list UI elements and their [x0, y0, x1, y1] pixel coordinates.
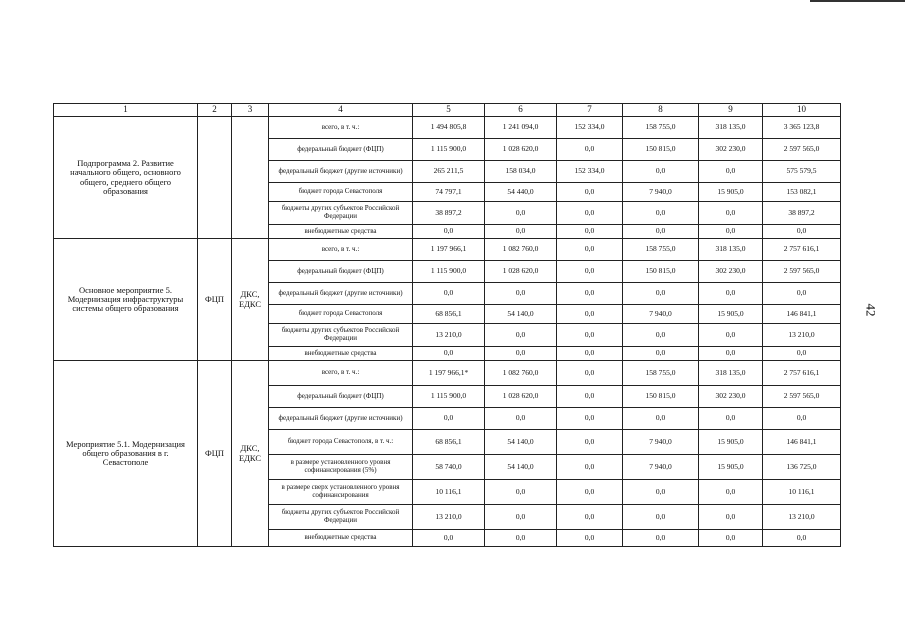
- amount-cell: 54 140,0: [485, 305, 557, 324]
- amount-cell: 0,0: [485, 225, 557, 239]
- amount-cell: 7 940,0: [623, 183, 699, 202]
- amount-cell: 13 210,0: [413, 324, 485, 347]
- amount-cell: 0,0: [485, 505, 557, 530]
- amount-cell: 1 028 620,0: [485, 139, 557, 161]
- amount-cell: 1 197 966,1: [413, 239, 485, 261]
- amount-cell: 13 210,0: [763, 505, 841, 530]
- amount-cell: 158 755,0: [623, 239, 699, 261]
- amount-cell: 3 365 123,8: [763, 117, 841, 139]
- amount-cell: 0,0: [763, 530, 841, 547]
- column-header: 7: [557, 104, 623, 117]
- amount-cell: 0,0: [557, 324, 623, 347]
- column-header: 5: [413, 104, 485, 117]
- column-header: 3: [232, 104, 269, 117]
- amount-cell: 74 797,1: [413, 183, 485, 202]
- budget-table: [53, 103, 841, 547]
- column-header: 6: [485, 104, 557, 117]
- amount-cell: 318 135,0: [699, 361, 763, 386]
- amount-cell: 0,0: [623, 324, 699, 347]
- funding-source-cell: бюджет города Севастополя: [269, 305, 413, 324]
- amount-cell: 150 815,0: [623, 261, 699, 283]
- amount-cell: 0,0: [413, 347, 485, 361]
- program-cell: ФЦП: [198, 361, 232, 547]
- amount-cell: 2 597 565,0: [763, 261, 841, 283]
- amount-cell: 10 116,1: [413, 480, 485, 505]
- amount-cell: 1 115 900,0: [413, 139, 485, 161]
- amount-cell: 318 135,0: [699, 117, 763, 139]
- amount-cell: 0,0: [557, 283, 623, 305]
- amount-cell: 158 755,0: [623, 117, 699, 139]
- funding-source-cell: бюджет города Севастополя, в т. ч.:: [269, 430, 413, 455]
- amount-cell: 0,0: [557, 139, 623, 161]
- column-header: 4: [269, 104, 413, 117]
- program-cell: ФЦП: [198, 239, 232, 361]
- amount-cell: 15 905,0: [699, 183, 763, 202]
- amount-cell: 150 815,0: [623, 386, 699, 408]
- amount-cell: 7 940,0: [623, 430, 699, 455]
- amount-cell: 0,0: [557, 225, 623, 239]
- table-row: [54, 361, 841, 386]
- amount-cell: 0,0: [557, 239, 623, 261]
- amount-cell: 146 841,1: [763, 430, 841, 455]
- amount-cell: 1 115 900,0: [413, 261, 485, 283]
- column-header: 1: [54, 104, 198, 117]
- amount-cell: 265 211,5: [413, 161, 485, 183]
- executor-cell: [232, 117, 269, 239]
- amount-cell: 0,0: [699, 480, 763, 505]
- amount-cell: 302 230,0: [699, 139, 763, 161]
- funding-source-cell: бюджеты других субъектов Российской Федерации: [269, 505, 413, 530]
- amount-cell: 0,0: [557, 505, 623, 530]
- amount-cell: 10 116,1: [763, 480, 841, 505]
- program-cell: [198, 117, 232, 239]
- amount-cell: 15 905,0: [699, 455, 763, 480]
- activity-name-cell: Подпрограмма 2. Развитие начального общего, основного общего, среднего общего образования: [54, 117, 198, 239]
- amount-cell: 1 197 966,1*: [413, 361, 485, 386]
- amount-cell: 0,0: [699, 408, 763, 430]
- column-header: 2: [198, 104, 232, 117]
- funding-source-cell: федеральный бюджет (другие источники): [269, 283, 413, 305]
- column-header: 8: [623, 104, 699, 117]
- amount-cell: 0,0: [413, 408, 485, 430]
- amount-cell: 0,0: [557, 455, 623, 480]
- amount-cell: 1 241 094,0: [485, 117, 557, 139]
- amount-cell: 0,0: [763, 347, 841, 361]
- amount-cell: 1 494 805,8: [413, 117, 485, 139]
- amount-cell: 13 210,0: [413, 505, 485, 530]
- amount-cell: 0,0: [623, 480, 699, 505]
- amount-cell: 302 230,0: [699, 386, 763, 408]
- funding-source-cell: в размере установленного уровня софинансирования (5%): [269, 455, 413, 480]
- executor-cell: ДКС, ЕДКС: [232, 361, 269, 547]
- amount-cell: 0,0: [699, 347, 763, 361]
- funding-source-cell: федеральный бюджет (другие источники): [269, 161, 413, 183]
- page-edge-mark: [810, 0, 905, 2]
- amount-cell: 0,0: [623, 225, 699, 239]
- funding-source-cell: в размере сверх установленного уровня софинансирования: [269, 480, 413, 505]
- amount-cell: 0,0: [763, 283, 841, 305]
- amount-cell: 0,0: [557, 480, 623, 505]
- amount-cell: 0,0: [623, 408, 699, 430]
- amount-cell: 0,0: [485, 530, 557, 547]
- header-row: [54, 104, 841, 117]
- column-header: 9: [699, 104, 763, 117]
- amount-cell: 0,0: [485, 347, 557, 361]
- amount-cell: 0,0: [623, 530, 699, 547]
- amount-cell: 152 334,0: [557, 161, 623, 183]
- amount-cell: 0,0: [623, 161, 699, 183]
- amount-cell: 0,0: [699, 161, 763, 183]
- amount-cell: 54 140,0: [485, 455, 557, 480]
- table-row: [54, 117, 841, 139]
- amount-cell: 0,0: [557, 408, 623, 430]
- amount-cell: 146 841,1: [763, 305, 841, 324]
- amount-cell: 0,0: [699, 505, 763, 530]
- amount-cell: 318 135,0: [699, 239, 763, 261]
- amount-cell: 15 905,0: [699, 430, 763, 455]
- amount-cell: 0,0: [557, 530, 623, 547]
- amount-cell: 575 579,5: [763, 161, 841, 183]
- amount-cell: 0,0: [557, 386, 623, 408]
- activity-name-cell: Мероприятие 5.1. Модернизация общего образования в г. Севастополе: [54, 361, 198, 547]
- amount-cell: 0,0: [623, 347, 699, 361]
- amount-cell: 150 815,0: [623, 139, 699, 161]
- amount-cell: 0,0: [699, 324, 763, 347]
- funding-source-cell: федеральный бюджет (ФЦП): [269, 139, 413, 161]
- amount-cell: 68 856,1: [413, 430, 485, 455]
- funding-source-cell: бюджеты других субъектов Российской Федерации: [269, 202, 413, 225]
- amount-cell: 54 440,0: [485, 183, 557, 202]
- amount-cell: 0,0: [557, 183, 623, 202]
- amount-cell: 0,0: [485, 202, 557, 225]
- amount-cell: 0,0: [623, 505, 699, 530]
- amount-cell: 2 597 565,0: [763, 386, 841, 408]
- amount-cell: 15 905,0: [699, 305, 763, 324]
- page-number: 42: [863, 303, 879, 317]
- amount-cell: 136 725,0: [763, 455, 841, 480]
- amount-cell: 152 334,0: [557, 117, 623, 139]
- amount-cell: 0,0: [485, 324, 557, 347]
- amount-cell: 1 115 900,0: [413, 386, 485, 408]
- amount-cell: 0,0: [623, 202, 699, 225]
- funding-source-cell: федеральный бюджет (ФЦП): [269, 261, 413, 283]
- amount-cell: 68 856,1: [413, 305, 485, 324]
- table-row: [54, 239, 841, 261]
- amount-cell: 0,0: [557, 430, 623, 455]
- amount-cell: 2 757 616,1: [763, 361, 841, 386]
- amount-cell: 0,0: [485, 480, 557, 505]
- amount-cell: 7 940,0: [623, 455, 699, 480]
- amount-cell: 54 140,0: [485, 430, 557, 455]
- amount-cell: 0,0: [413, 225, 485, 239]
- funding-source-cell: внебюджетные средства: [269, 530, 413, 547]
- amount-cell: 0,0: [763, 225, 841, 239]
- funding-source-cell: внебюджетные средства: [269, 225, 413, 239]
- amount-cell: 0,0: [557, 347, 623, 361]
- amount-cell: 0,0: [699, 202, 763, 225]
- amount-cell: 2 757 616,1: [763, 239, 841, 261]
- amount-cell: 1 082 760,0: [485, 361, 557, 386]
- amount-cell: 0,0: [485, 408, 557, 430]
- amount-cell: 38 897,2: [763, 202, 841, 225]
- amount-cell: 153 082,1: [763, 183, 841, 202]
- amount-cell: 38 897,2: [413, 202, 485, 225]
- amount-cell: 58 740,0: [413, 455, 485, 480]
- amount-cell: 2 597 565,0: [763, 139, 841, 161]
- amount-cell: 302 230,0: [699, 261, 763, 283]
- amount-cell: 158 755,0: [623, 361, 699, 386]
- funding-source-cell: федеральный бюджет (другие источники): [269, 408, 413, 430]
- amount-cell: 0,0: [413, 283, 485, 305]
- amount-cell: 0,0: [699, 530, 763, 547]
- amount-cell: 0,0: [699, 225, 763, 239]
- amount-cell: 0,0: [485, 283, 557, 305]
- amount-cell: 0,0: [557, 305, 623, 324]
- activity-name-cell: Основное мероприятие 5. Модернизация инфраструктуры системы общего образования: [54, 239, 198, 361]
- executor-cell: ДКС, ЕДКС: [232, 239, 269, 361]
- table-body: [54, 117, 841, 547]
- funding-source-cell: всего, в т. ч.:: [269, 361, 413, 386]
- amount-cell: 0,0: [557, 361, 623, 386]
- amount-cell: 0,0: [763, 408, 841, 430]
- funding-source-cell: федеральный бюджет (ФЦП): [269, 386, 413, 408]
- amount-cell: 1 028 620,0: [485, 261, 557, 283]
- amount-cell: 0,0: [413, 530, 485, 547]
- amount-cell: 1 082 760,0: [485, 239, 557, 261]
- amount-cell: 7 940,0: [623, 305, 699, 324]
- funding-source-cell: всего, в т. ч.:: [269, 239, 413, 261]
- amount-cell: 1 028 620,0: [485, 386, 557, 408]
- amount-cell: 13 210,0: [763, 324, 841, 347]
- funding-source-cell: бюджеты других субъектов Российской Федерации: [269, 324, 413, 347]
- funding-source-cell: внебюджетные средства: [269, 347, 413, 361]
- funding-source-cell: бюджет города Севастополя: [269, 183, 413, 202]
- column-header: 10: [763, 104, 841, 117]
- funding-source-cell: всего, в т. ч.:: [269, 117, 413, 139]
- amount-cell: 0,0: [623, 283, 699, 305]
- amount-cell: 0,0: [557, 261, 623, 283]
- amount-cell: 158 034,0: [485, 161, 557, 183]
- amount-cell: 0,0: [699, 283, 763, 305]
- amount-cell: 0,0: [557, 202, 623, 225]
